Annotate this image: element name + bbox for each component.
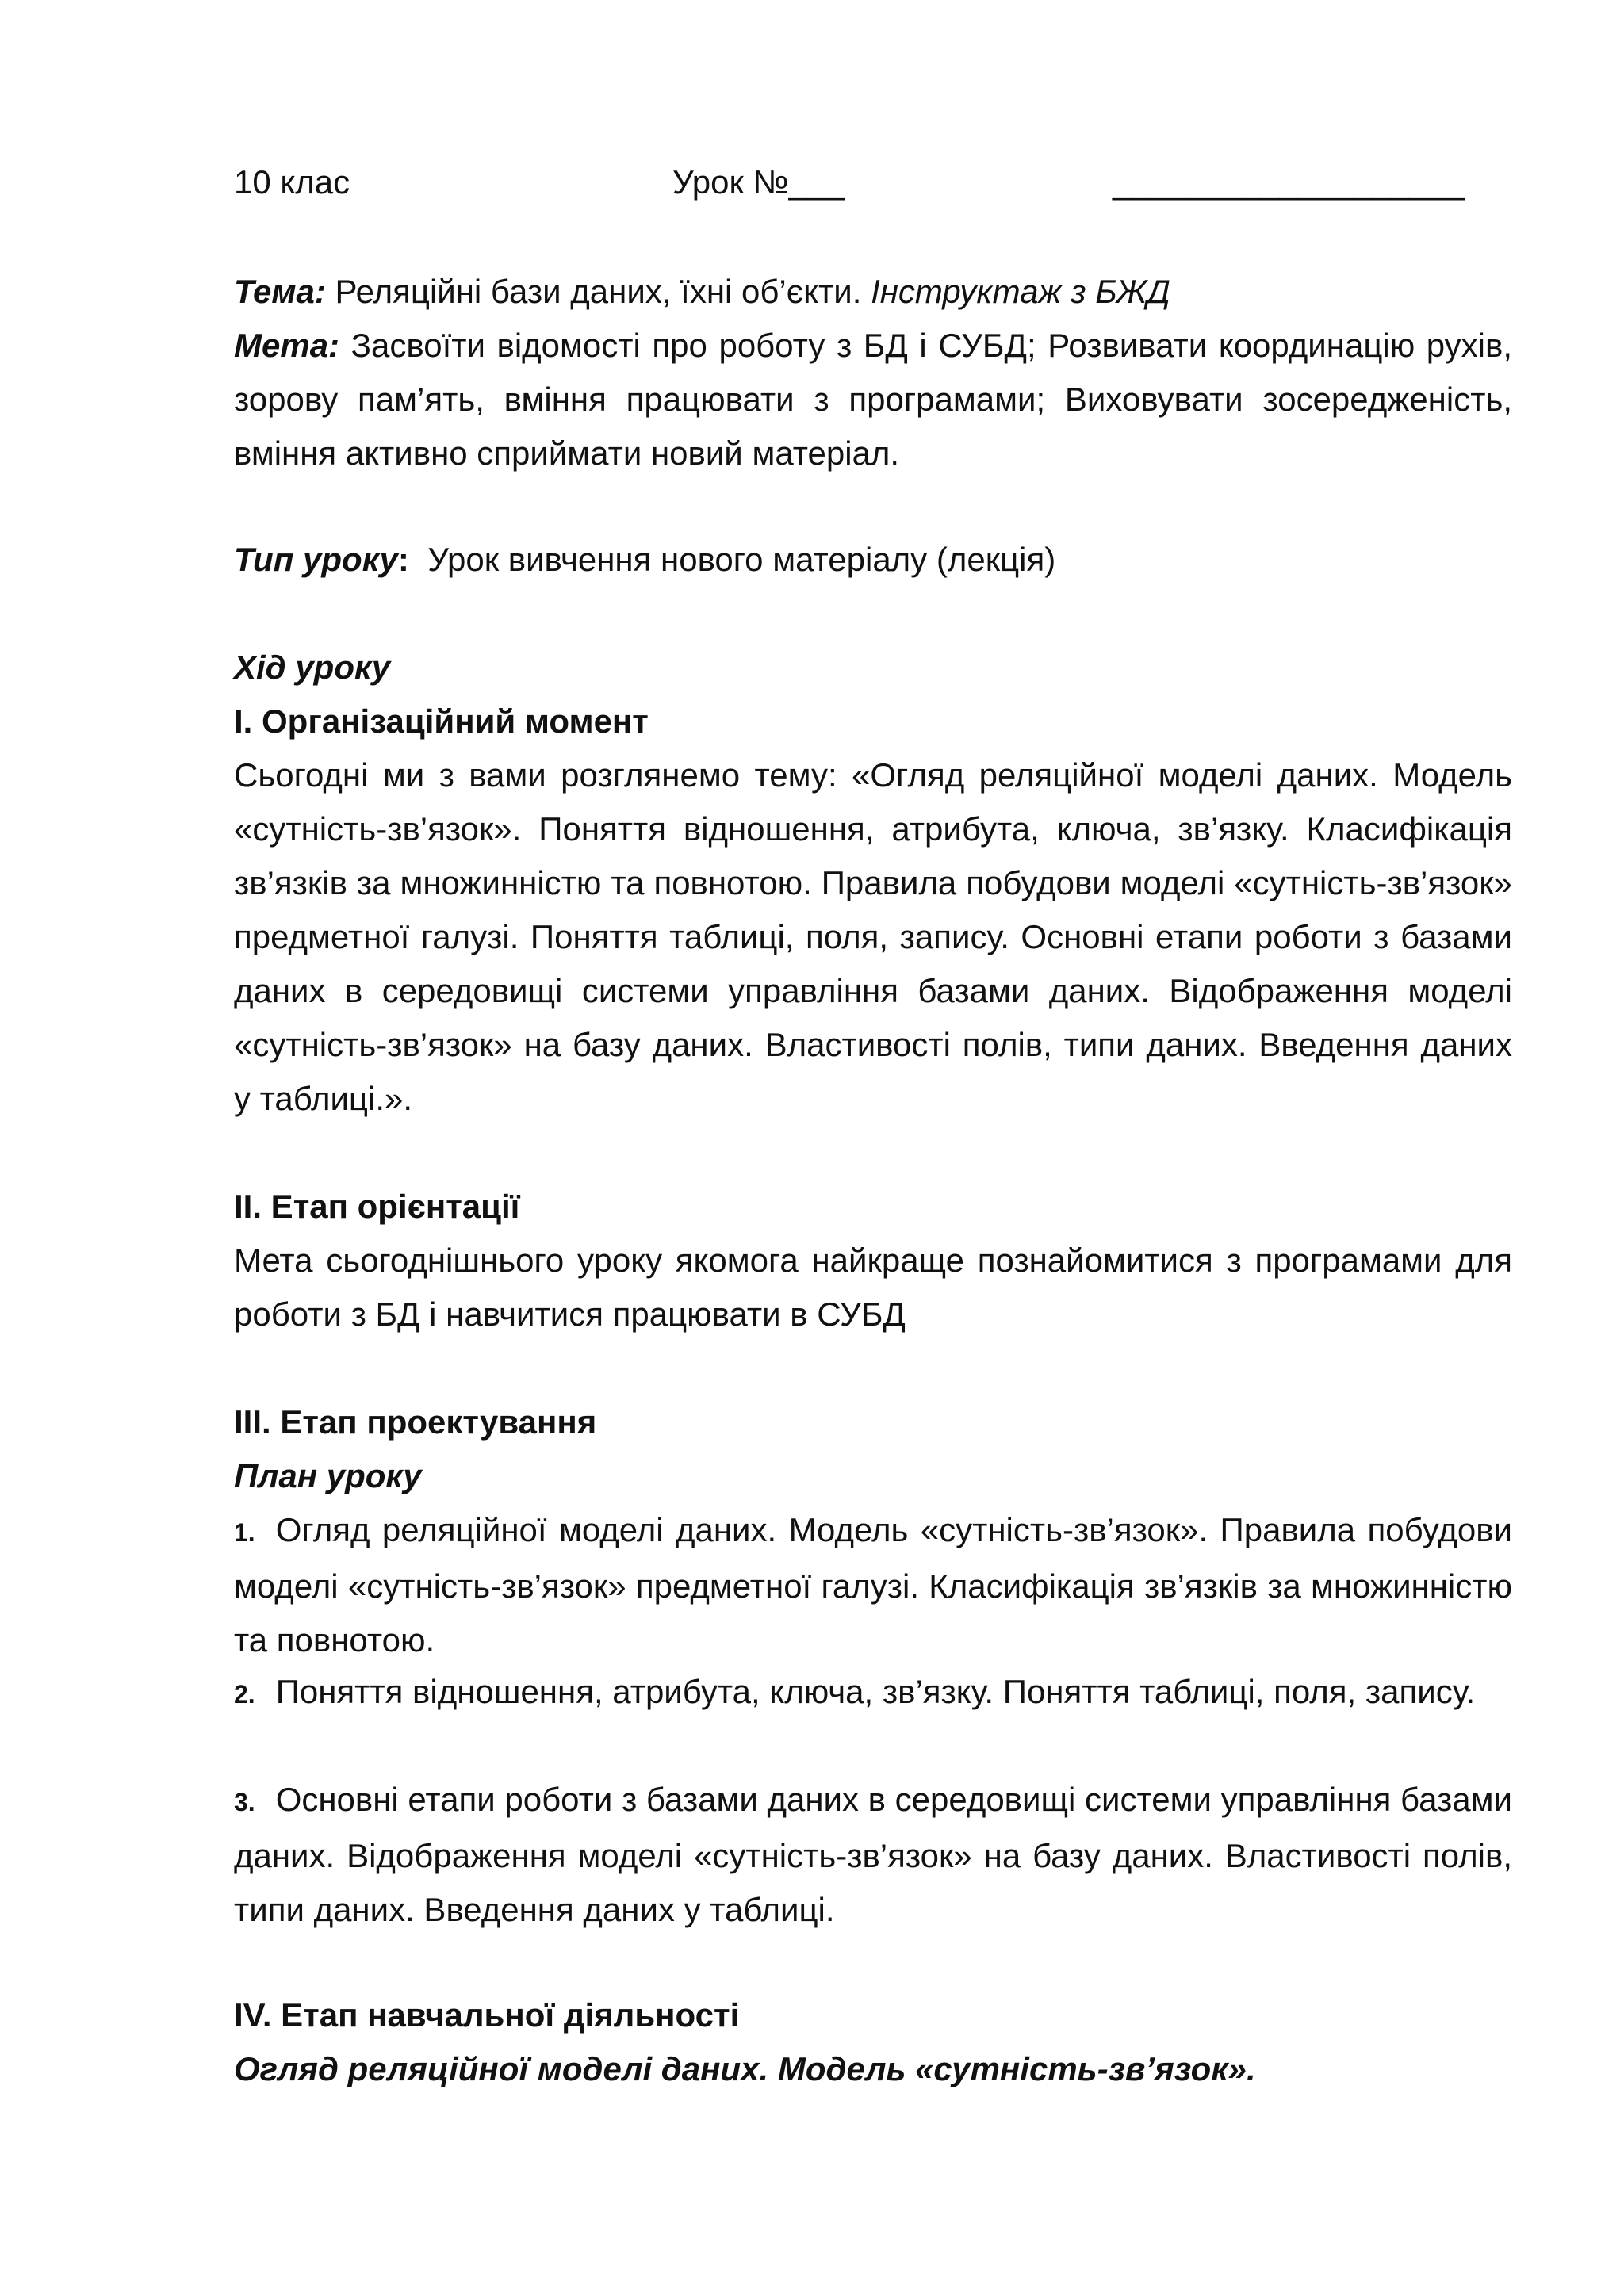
plan-item-number: 3. (234, 1788, 255, 1816)
topic-line (234, 265, 1512, 319)
plan-item (234, 1665, 1512, 1721)
lesson-type-line (234, 533, 1512, 587)
lesson-type-colon: : (397, 541, 409, 578)
plan-item-text: Основні етапи роботи з базами даних в середовищі системи управління базами даних. Відображення моделі «сутність-зв’язок» на базу даних. Властивості полів, типи даних. Введення даних у таблиці. (234, 1781, 1512, 1928)
plan-item-text: Поняття відношення, атрибута, ключа, зв’язку. Поняття таблиці, поля, запису. (275, 1673, 1476, 1710)
topic-text: Реляційні бази даних, їхні об’єкти. (335, 273, 862, 310)
section2-title: ІІ. Етап орієнтації (234, 1188, 520, 1225)
lesson-type-label: Тип уроку (234, 541, 398, 578)
course-title: Хід уроку (234, 649, 391, 686)
goal-paragraph (234, 319, 1512, 480)
section4-title: IV. Етап навчальної діяльності (234, 1996, 740, 2034)
lesson-number: Урок №___ (672, 163, 845, 201)
topic-label: Тема: (234, 273, 326, 310)
topic-note: Інструктаж з БЖД (871, 273, 1170, 310)
plan-item-text: Огляд реляційної моделі даних. Модель «сутність-зв’язок». Правила побудови моделі «сутність-зв’язок» предметної галузі. Класифікація зв’язків за множинністю та повнотою. (234, 1511, 1512, 1659)
section4-subtitle: Огляд реляційної моделі даних. Модель «сутність-зв’язок». (234, 2050, 1256, 2087)
goal-text: Засвоїти відомості про роботу з БД і СУБД; Розвивати координацію рухів, зорову пам’ять, вміння працювати з програмами; Виховувати зосередженість, вміння активно сприймати новий матеріал. (234, 327, 1512, 472)
plan-item-number: 2. (234, 1680, 255, 1709)
grade-label: 10 клас (234, 163, 350, 201)
goal-label: Мета: (234, 327, 340, 364)
section2-text: Мета сьогоднішнього уроку якомога найкраще познайомитися з програмами для роботи з БД і навчитися працювати в СУБД (234, 1242, 1512, 1333)
plan-item-number: 1. (234, 1518, 255, 1547)
date-blank: ___________________ (1113, 163, 1465, 201)
section1-text: Сьогодні ми з вами розглянемо тему: «Огляд реляційної моделі даних. Модель «сутність-зв’язок». Поняття відношення, атрибута, ключа, зв’язку. Класифікація зв’язків за множинністю та повнотою. Правила побудови моделі «сутність-зв’язок» предметної галузі. Поняття таблиці, поля, запису. Основні етапи роботи з базами даних в середовищі системи управління базами даних. Відображення моделі «сутність-зв’язок» на базу даних. Властивості полів, типи даних. Введення даних у таблиці.». (234, 756, 1512, 1117)
section3-title: ІІІ. Етап проектування (234, 1403, 597, 1441)
lesson-type-text: Урок вивчення нового матеріалу (лекція) (427, 541, 1056, 578)
plan-item (234, 1773, 1512, 1937)
section1-title: І. Організаційний момент (234, 702, 649, 740)
plan-item (234, 1503, 1512, 1667)
plan-title: План уроку (234, 1457, 422, 1494)
